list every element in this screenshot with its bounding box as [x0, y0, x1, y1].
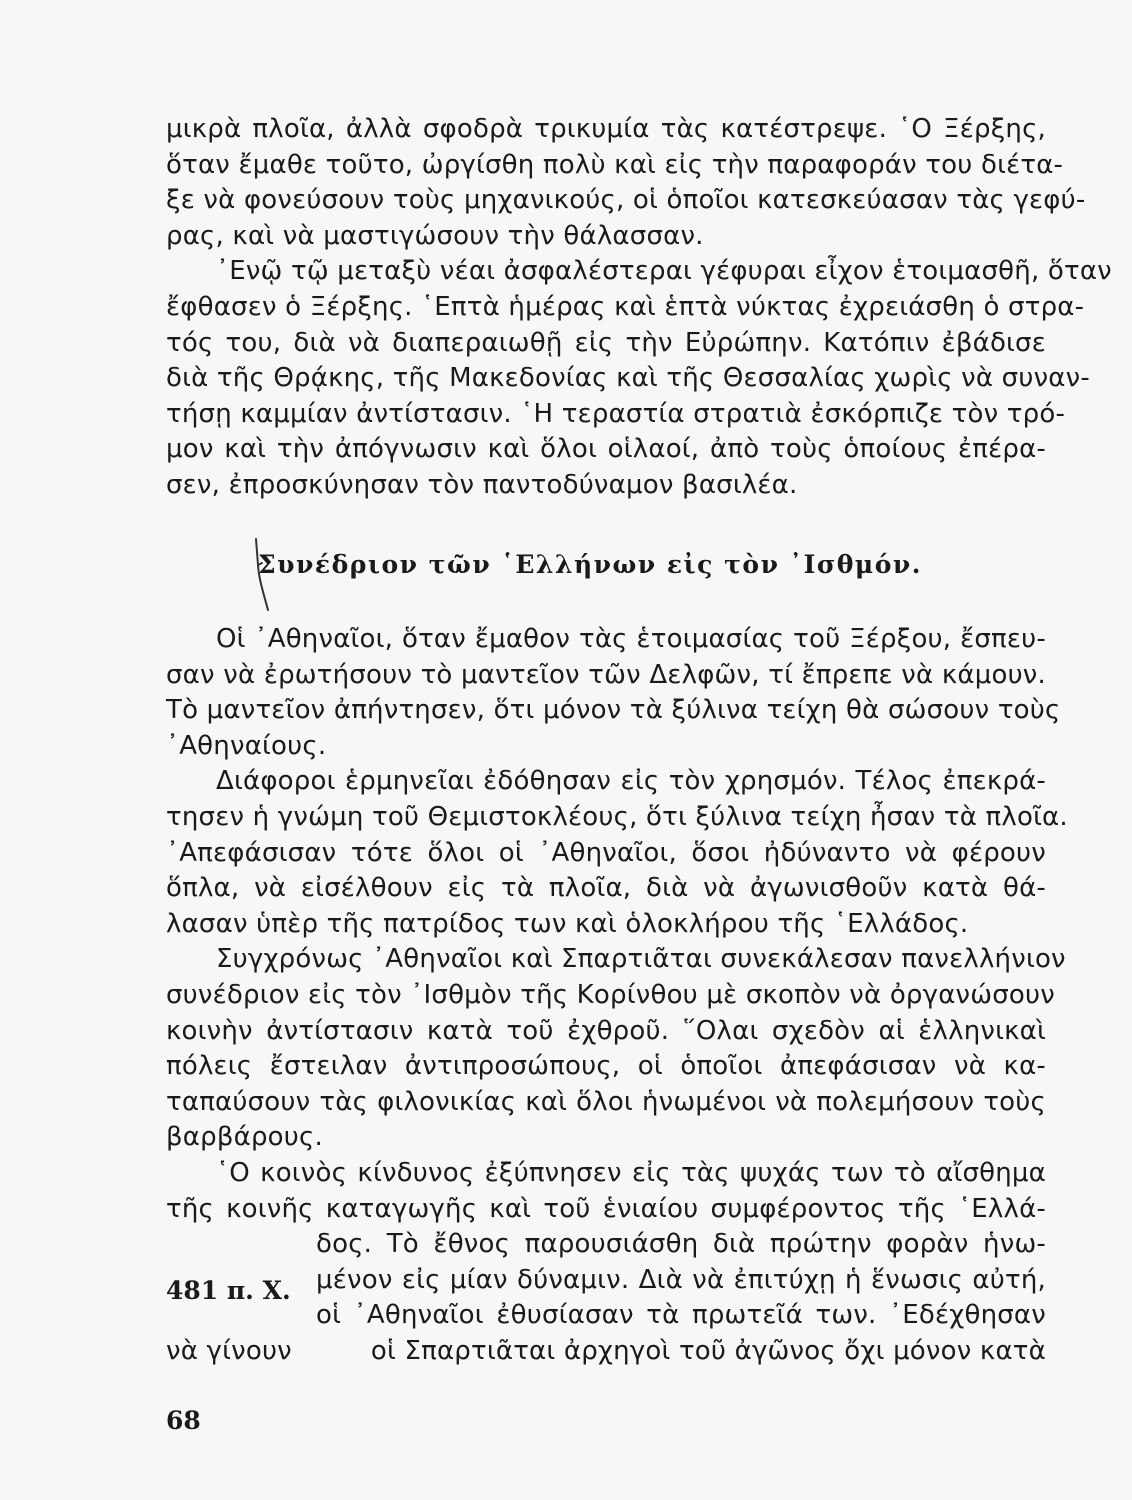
text-line: βαρβάρους.: [166, 1122, 323, 1153]
text-line: ᾿Ενῷ τῷ μεταξὺ νέαι ἀσφαλέστεραι γέφυραι εἶχον ἑτοιμασθῆ, ὅταν: [216, 256, 1112, 287]
text-line: μικρὰ πλοῖα, ἀλλὰ σφοδρὰ τρικυμία τὰς κατέστρεψε. ῾Ο Ξέρξης,: [166, 114, 1046, 144]
section-heading: Συνέδριον τῶν ῾Ελλήνων εἰς τὸν ᾿Ισθμόν.: [258, 550, 922, 579]
text-line: [166, 1334, 1046, 1370]
text-line: τήσῃ καμμίαν ἀντίστασιν. ῾Η τεραστία στρατιὰ ἐσκόρπιζε τὸν τρό-: [166, 398, 1066, 429]
text-line: ὅπλα, νὰ εἰσέλθουν εἰς τὰ πλοῖα, διὰ νὰ ἀγωνισθοῦν κατὰ θά-: [166, 873, 1046, 904]
text-line: ταπαύσουν τὰς φιλονικίας καὶ ὅλοι ἡνωμένοι νὰ πολεμήσουν τοὺς: [166, 1086, 1046, 1117]
text-line: ᾿Αθηναίους.: [166, 730, 327, 761]
text-line: ξε νὰ φονεύσουν τοὺς μηχανικούς, οἱ ὁποῖοι κατεσκεύασαν τὰς γεφύ-: [166, 185, 1086, 216]
page-number: 68: [166, 1406, 201, 1435]
text-line: Διάφοροι ἑρμηνεῖαι ἐδόθησαν εἰς τὸν χρησμόν. Τέλος ἐπεκρά-: [216, 766, 1046, 797]
text-line: λασαν ὑπὲρ τῆς πατρίδος των καὶ ὁλοκλήρου τῆς ῾Ελλάδος.: [166, 908, 969, 939]
text-line: τός του, διὰ νὰ διαπεραιωθῇ εἰς τὴν Εὐρώπην. Κατόπιν ἐβάδισε: [166, 327, 1046, 358]
text-line: σεν, ἐπροσκύνησαν τὸν παντοδύναμον βασιλέα.: [166, 469, 798, 500]
paragraph-block-congress-isthmus: [166, 622, 1068, 1369]
text-line: Συγχρόνως ᾿Αθηναῖοι καὶ Σπαρτιᾶται συνεκάλεσαν πανελλήνιον: [216, 944, 1066, 975]
text-line: ὅταν ἔμαθε τοῦτο, ὠργίσθη πολὺ καὶ εἰς τὴν παραφοράν του διέτα-: [166, 149, 1064, 180]
text-line: ᾿Απεφάσισαν τότε ὅλοι οἱ ᾿Αθηναῖοι, ὅσοι ἠδύναντο νὰ φέρουν: [166, 837, 1046, 868]
text-line: ἔφθασεν ὁ Ξέρξης. ῾Επτὰ ἡμέρας καὶ ἑπτὰ νύκτας ἐχρειάσθη ὁ στρα-: [166, 291, 1085, 322]
text-fragment: νὰ γίνουν: [166, 1335, 292, 1366]
text-line: μον καὶ τὴν ἀπόγνωσιν καὶ ὅλοι οἱλαοί, ἀπὸ τοὺς ὁποίους ἐπέρα-: [166, 434, 1046, 465]
text-line: τησεν ἡ γνώμη τοῦ Θεμιστοκλέους, ὅτι ξύλινα τείχη ἦσαν τὰ πλοῖα.: [166, 801, 1068, 832]
text-line: Οἱ ᾿Αθηναῖοι, ὅταν ἔμαθον τὰς ἑτοιμασίας τοῦ Ξέρξου, ἔσπευ-: [216, 624, 1046, 654]
text-line: δος. Τὸ ἔθνος παρουσιάσθη διὰ πρώτην φορὰν ἡνω-: [316, 1229, 1046, 1260]
text-line: οἱ ᾿Αθηναῖοι ἐθυσίασαν τὰ πρωτεῖά των. ᾿Εδέχθησαν: [316, 1300, 1046, 1331]
text-line: κοινὴν ἀντίστασιν κατὰ τοῦ ἐχθροῦ. ῞Ολαι σχεδὸν αἱ ἑλληνικαὶ: [166, 1015, 1046, 1046]
text-line: πόλεις ἔστειλαν ἀντιπροσώπους, οἱ ὁποῖοι ἀπεφάσισαν νὰ κα-: [166, 1051, 1046, 1082]
text-line: συνέδριον εἰς τὸν ᾿Ισθμὸν τῆς Κορίνθου μὲ σκοπὸν νὰ ὀργανώσουν: [166, 979, 1056, 1010]
text-fragment: οἱ Σπαρτιᾶται ἀρχηγοὶ τοῦ ἀγῶνος ὄχι μόνον κατὰ: [370, 1335, 1046, 1366]
text-line: ρας, καὶ νὰ μαστιγώσουν τὴν θάλασσαν.: [166, 220, 704, 251]
paragraph-block-xerxes-bridges: [166, 112, 1112, 504]
text-line: μένον εἰς μίαν δύναμιν. Διὰ νὰ ἐπιτύχῃ ἡ ἕνωσις αὐτή,: [316, 1264, 1046, 1295]
text-line: σαν νὰ ἐρωτήσουν τὸ μαντεῖον τῶν Δελφῶν, τί ἔπρεπε νὰ κάμουν.: [166, 659, 1046, 690]
margin-date-note: 481 π. Χ.: [166, 1276, 291, 1305]
text-line: τῆς κοινῆς καταγωγῆς καὶ τοῦ ἑνιαίου συμφέροντος τῆς ῾Ελλά-: [166, 1193, 1046, 1224]
text-line: ῾Ο κοινὸς κίνδυνος ἐξύπνησεν εἰς τὰς ψυχάς των τὸ αἴσθημα: [216, 1157, 1046, 1188]
text-line: διὰ τῆς Θρᾴκης, τῆς Μακεδονίας καὶ τῆς Θεσσαλίας χωρὶς νὰ συναν-: [166, 363, 1090, 394]
text-line: Τὸ μαντεῖον ἀπήντησεν, ὅτι μόνον τὰ ξύλινα τείχη θὰ σώσουν τοὺς: [166, 695, 1061, 726]
